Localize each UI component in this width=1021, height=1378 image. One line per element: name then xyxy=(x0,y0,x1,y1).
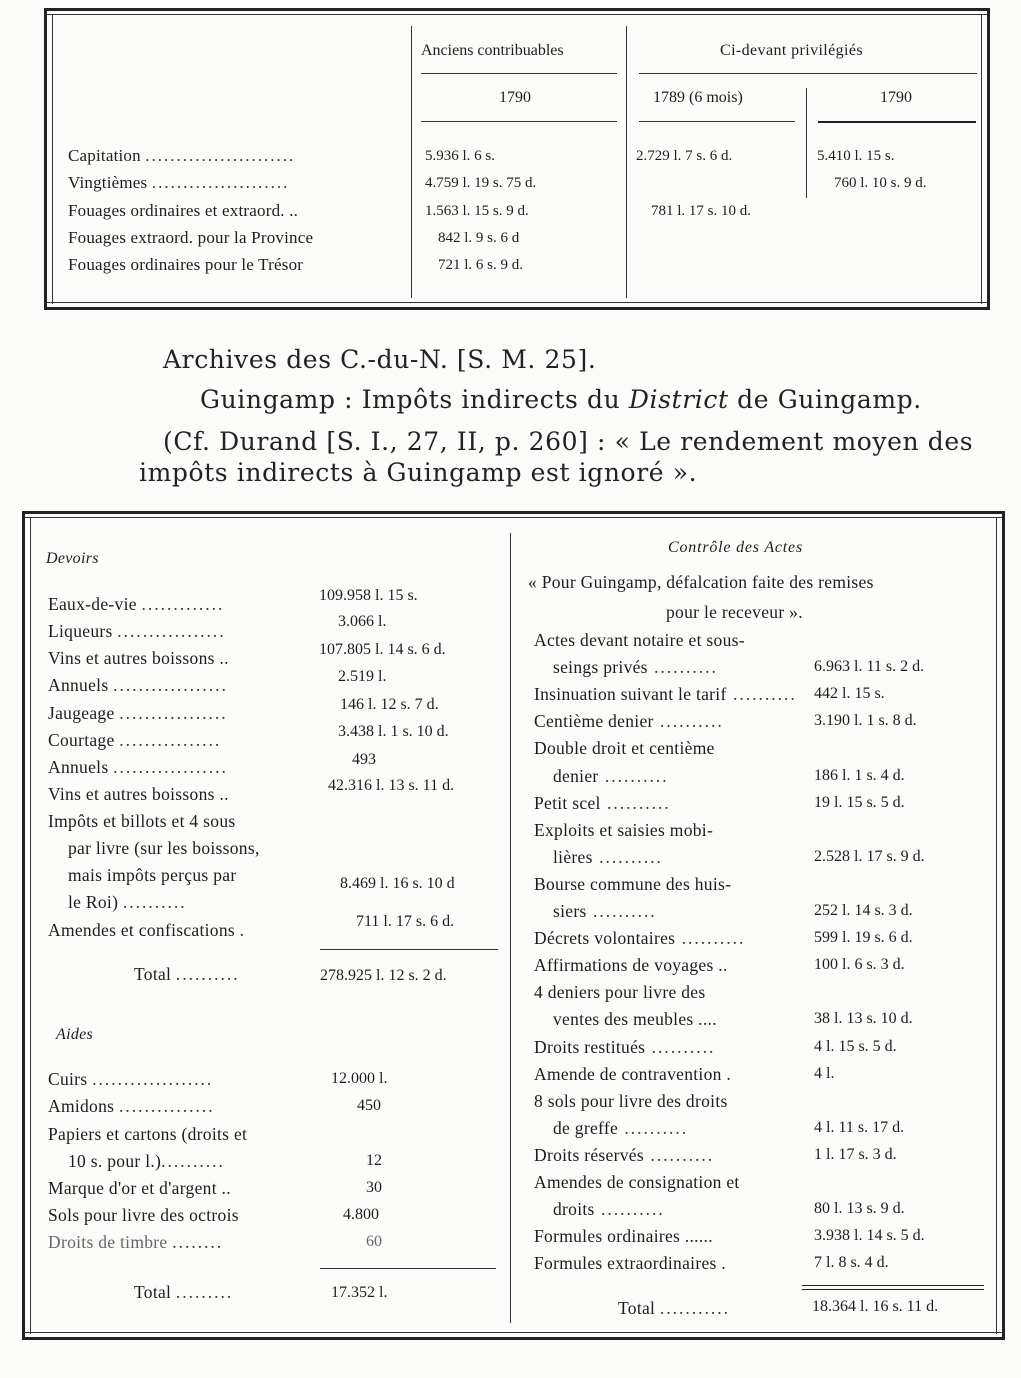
controle-item-line: de greffe .......... xyxy=(553,1118,689,1138)
controle-item-line: Formules extraordinaires . xyxy=(534,1253,726,1273)
aides-value: 450 xyxy=(357,1097,381,1114)
header-rule xyxy=(639,73,977,74)
controle-item-value: 7 l. 8 s. 4 d. xyxy=(814,1254,889,1271)
controle-item-value: 252 l. 14 s. 3 d. xyxy=(814,902,913,919)
amendes-label: Amendes et confiscations . xyxy=(48,920,245,940)
aides-label: Droits de timbre ........ xyxy=(48,1232,224,1252)
caption-archives: Archives des C.-du-N. [S. M. 25]. xyxy=(163,345,597,374)
total-rule xyxy=(320,1268,496,1269)
controle-item-value: 3.190 l. 1 s. 8 d. xyxy=(814,712,917,729)
year-anciens: 1790 xyxy=(499,89,531,106)
controle-item-value: 80 l. 13 s. 9 d. xyxy=(814,1200,905,1217)
frame-line xyxy=(22,511,1005,514)
controle-item-line: Formules ordinaires ...... xyxy=(534,1226,713,1246)
column-divider xyxy=(411,26,412,298)
column-divider xyxy=(626,26,627,298)
year-cidevant-1789: 1789 (6 mois) xyxy=(653,89,743,106)
frame-line xyxy=(22,1332,1005,1333)
aides-label: Sols pour livre des octrois xyxy=(48,1205,239,1225)
controle-item-value: 2.528 l. 17 s. 9 d. xyxy=(814,848,925,865)
header-rule xyxy=(421,73,617,74)
controle-item-value: 4 l. 15 s. 5 d. xyxy=(814,1038,897,1055)
impots-line: Impôts et billots et 4 sous xyxy=(48,811,236,831)
impots-line: mais impôts perçus par xyxy=(68,865,237,885)
devoirs-value: 493 xyxy=(352,751,376,768)
controle-item-line: siers .......... xyxy=(553,901,657,921)
devoirs-label: Jaugeage ................. xyxy=(48,703,228,723)
cell-c: 760 l. 10 s. 9 d. xyxy=(834,175,927,191)
devoirs-total-label: Total .......... xyxy=(134,964,240,984)
devoirs-value: 107.805 l. 14 s. 6 d. xyxy=(319,641,446,658)
devoirs-label: Annuels .................. xyxy=(48,757,228,777)
header-rule xyxy=(421,121,617,122)
total-rule xyxy=(802,1289,984,1290)
impots-line: par livre (sur les boissons, xyxy=(68,838,260,858)
header-cidevant: Ci-devant privilégiés xyxy=(720,42,864,59)
section-title-devoirs: Devoirs xyxy=(46,550,99,567)
cell-a: 842 l. 9 s. 6 d xyxy=(438,230,520,246)
controle-item-value: 3.938 l. 14 s. 5 d. xyxy=(814,1227,925,1244)
frame-line xyxy=(44,8,47,310)
devoirs-value: 2.519 l. xyxy=(338,668,387,685)
controle-item-line: Bourse commune des huis- xyxy=(534,874,732,894)
controle-item-value: 1 l. 17 s. 3 d. xyxy=(814,1146,897,1163)
devoirs-total-value: 278.925 l. 12 s. 2 d. xyxy=(320,967,447,984)
papiers-line: Papiers et cartons (droits et xyxy=(48,1124,248,1144)
controle-item-value: 599 l. 19 s. 6 d. xyxy=(814,929,913,946)
cell-c: 5.410 l. 15 s. xyxy=(817,148,895,164)
controle-item-value: 6.963 l. 11 s. 2 d. xyxy=(814,658,925,675)
section-title-controle: Contrôle des Actes xyxy=(668,539,803,556)
aides-value: 12 xyxy=(366,1152,382,1169)
frame-line xyxy=(996,517,997,1334)
devoirs-label: Liqueurs ................. xyxy=(48,621,226,641)
controle-item-line: seings privés .......... xyxy=(553,657,718,677)
impots-value: 8.469 l. 16 s. 10 d xyxy=(340,875,455,892)
controle-item-value: 100 l. 6 s. 3 d. xyxy=(814,956,905,973)
intro-line: « Pour Guingamp, défalcation faite des remises xyxy=(528,572,874,592)
frame-line xyxy=(981,14,982,304)
header-anciens: Anciens contribuables xyxy=(421,42,564,59)
column-divider xyxy=(806,88,807,198)
cell-b: 2.729 l. 7 s. 6 d. xyxy=(636,148,733,164)
controle-item-line: Décrets volontaires .......... xyxy=(534,928,746,948)
controle-item-line: lières .......... xyxy=(553,847,663,867)
aides-total-label: Total ......... xyxy=(134,1282,234,1302)
frame-line xyxy=(44,307,990,310)
cell-a: 4.759 l. 19 s. 75 d. xyxy=(425,175,537,191)
total-rule xyxy=(320,949,498,950)
controle-item-line: Petit scel .......... xyxy=(534,793,671,813)
amendes-value: 711 l. 17 s. 6 d. xyxy=(356,913,455,930)
devoirs-label: Vins et autres boissons .. xyxy=(48,648,229,668)
controle-item-value: 38 l. 13 s. 10 d. xyxy=(814,1010,913,1027)
aides-value: 60 xyxy=(366,1233,382,1250)
aides-value: 30 xyxy=(366,1179,382,1196)
controle-item-line: ventes des meubles .... xyxy=(553,1009,717,1029)
aides-total-value: 17.352 l. xyxy=(331,1284,388,1301)
controle-item-value: 442 l. 15 s. xyxy=(814,685,885,702)
caption-guingamp: Guingamp : Impôts indirects du District de Guingamp. xyxy=(200,385,922,414)
row-label-fouages-province: Fouages extraord. pour la Province xyxy=(68,228,314,247)
section-title-aides: Aides xyxy=(56,1026,94,1043)
controle-item-line: 8 sols pour livre des droits xyxy=(534,1091,728,1111)
row-label-fouages: Fouages ordinaires et extraord. .. xyxy=(68,201,299,220)
controle-item-line: Exploits et saisies mobi- xyxy=(534,820,714,840)
impots-line: le Roi) .......... xyxy=(68,892,187,912)
devoirs-value: 146 l. 12 s. 7 d. xyxy=(340,696,439,713)
controle-total-label: Total ........... xyxy=(618,1298,731,1318)
controle-item-line: Droits restitués .......... xyxy=(534,1037,716,1057)
devoirs-label: Eaux-de-vie ............. xyxy=(48,594,225,614)
table-impots-indirects xyxy=(22,511,1005,1347)
controle-item-line: Double droit et centième xyxy=(534,738,715,758)
devoirs-value: 42.316 l. 13 s. 11 d. xyxy=(328,777,455,794)
frame-line xyxy=(44,14,990,15)
controle-item-value: 19 l. 15 s. 5 d. xyxy=(814,794,905,811)
controle-item-line: droits .......... xyxy=(553,1199,665,1219)
aides-value: 12.000 l. xyxy=(331,1070,388,1087)
column-divider xyxy=(510,533,511,1323)
intro-line: pour le receveur ». xyxy=(666,602,803,622)
aides-label: Marque d'or et d'argent .. xyxy=(48,1178,231,1198)
frame-line xyxy=(44,302,990,303)
controle-item-value: 4 l. 11 s. 17 d. xyxy=(814,1119,905,1136)
devoirs-value: 3.066 l. xyxy=(338,613,387,630)
controle-item-line: 4 deniers pour livre des xyxy=(534,982,706,1002)
frame-line xyxy=(30,517,31,1334)
frame-line xyxy=(22,1337,1005,1340)
table-impots-directs xyxy=(44,8,990,310)
devoirs-value: 109.958 l. 15 s. xyxy=(319,587,418,604)
controle-item-line: Insinuation suivant le tarif .......... xyxy=(534,684,797,704)
row-label-capitation: Capitation ........................ xyxy=(68,146,296,165)
controle-item-line: Affirmations de voyages .. xyxy=(534,955,728,975)
controle-item-line: Amende de contravention . xyxy=(534,1064,732,1084)
frame-line xyxy=(1002,511,1005,1340)
cell-a: 5.936 l. 6 s. xyxy=(425,148,496,164)
row-label-fouages-tresor: Fouages ordinaires pour le Trésor xyxy=(68,255,304,274)
frame-line xyxy=(52,14,53,304)
caption-durand-1: (Cf. Durand [S. I., 27, II, p. 260] : « Le rendement moyen des xyxy=(163,427,974,456)
aides-value: 4.800 xyxy=(343,1206,379,1223)
devoirs-value: 3.438 l. 1 s. 10 d. xyxy=(338,723,449,740)
header-rule xyxy=(818,121,976,123)
row-label-vingtiemes: Vingtièmes ...................... xyxy=(68,173,290,192)
controle-item-line: Actes devant notaire et sous- xyxy=(534,630,745,650)
controle-item-line: Centième denier .......... xyxy=(534,711,724,731)
cell-b: 781 l. 17 s. 10 d. xyxy=(651,203,752,219)
frame-line xyxy=(22,517,1005,518)
frame-line xyxy=(22,511,25,1340)
controle-item-line: Droits réservés .......... xyxy=(534,1145,715,1165)
controle-item-value: 186 l. 1 s. 4 d. xyxy=(814,767,905,784)
cell-a: 721 l. 6 s. 9 d. xyxy=(438,257,524,273)
devoirs-label: Annuels .................. xyxy=(48,675,228,695)
header-rule xyxy=(639,121,795,122)
total-rule xyxy=(802,1285,984,1286)
aides-label: Cuirs ................... xyxy=(48,1069,214,1089)
frame-line xyxy=(44,8,990,11)
controle-item-line: denier .......... xyxy=(553,766,669,786)
caption-durand-2: impôts indirects à Guingamp est ignoré ». xyxy=(139,458,698,487)
year-cidevant-1790: 1790 xyxy=(880,89,912,106)
papiers-line: 10 s. pour l.).......... xyxy=(68,1151,225,1171)
devoirs-label: Courtage ................ xyxy=(48,730,222,750)
devoirs-label: Vins et autres boissons .. xyxy=(48,784,229,804)
aides-label: Amidons ............... xyxy=(48,1096,215,1116)
controle-total-value: 18.364 l. 16 s. 11 d. xyxy=(812,1298,939,1315)
controle-item-line: Amendes de consignation et xyxy=(534,1172,740,1192)
controle-item-value: 4 l. xyxy=(814,1065,835,1082)
frame-line xyxy=(987,8,990,310)
cell-a: 1.563 l. 15 s. 9 d. xyxy=(425,203,529,219)
